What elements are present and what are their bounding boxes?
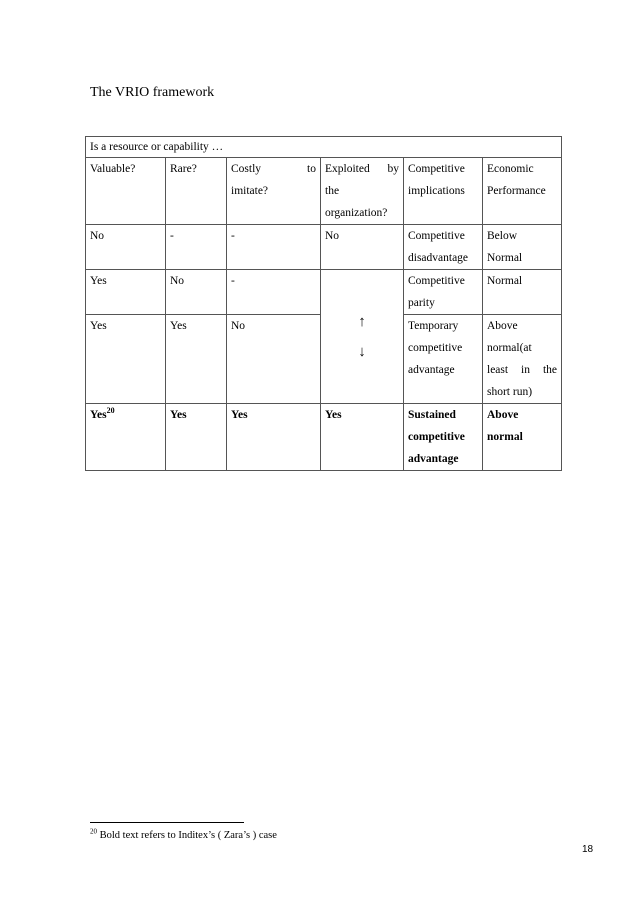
table-row [86,225,562,270]
cell-implications-line2: competitive [408,431,465,443]
cell-implications-line1: Temporary [408,320,459,332]
arrow-down-icon: ↓ [358,343,366,360]
cell-rare: No [166,270,227,315]
cell-costly: - [227,225,321,270]
cell-exploited: No [321,225,404,270]
cell-valuable-text: Yes [90,409,107,421]
cell-implications-line2: parity [408,297,435,309]
cell-performance: Normal [483,270,562,315]
cell-implications-line3: advantage [408,453,459,465]
cell-implications [404,225,483,270]
header-costly-word: Costly [231,163,262,175]
cell-implications [404,270,483,315]
cell-performance [483,225,562,270]
header-costly-to: to [307,163,316,175]
cell-valuable: Yes [86,270,166,315]
header-exploited [321,158,404,225]
table-row [86,270,562,315]
table-caption-row [86,137,562,158]
cell-valuable: No [86,225,166,270]
header-exploited-line1: Exploited by [325,163,399,175]
cell-rare: Yes [166,404,227,471]
cell-implications-line2: competitive [408,342,463,354]
arrow-up-icon: ↑ [358,313,366,330]
cell-performance [483,315,562,404]
cell-costly: No [227,315,321,404]
header-exploited-line2: the [325,185,340,197]
cell-implications-line3: advantage [408,364,455,376]
cell-performance-line1: Above [487,320,518,332]
page-number: 18 [582,844,594,855]
header-performance [483,158,562,225]
header-implications [404,158,483,225]
cell-performance-line2: normal [487,431,523,443]
header-performance-line2: Performance [487,185,546,197]
cell-performance-line1: Below [487,230,518,242]
cell-costly: - [227,270,321,315]
cell-exploited-arrows [321,270,404,404]
header-valuable: Valuable? [86,158,166,225]
vrio-table [85,136,562,471]
header-implications-line2: implications [408,185,465,197]
cell-implications-line1: Competitive [408,230,465,242]
header-costly [227,158,321,225]
cell-performance-line2: Normal [487,252,523,264]
header-performance-line1: Economic [487,163,534,175]
cell-implications-line1: Sustained [408,409,456,421]
table-caption: Is a resource or capability … [86,137,562,158]
cell-performance-line3: least in the [487,364,558,376]
footnote-separator [90,822,244,823]
footnote-number: 20 [90,827,97,836]
footnote-ref: 20 [106,406,115,416]
cell-implications-line2: disadvantage [408,252,469,264]
cell-rare: - [166,225,227,270]
cell-implications [404,315,483,404]
cell-implications-line1: Competitive [408,275,465,287]
header-implications-line1: Competitive [408,163,465,175]
cell-performance-line1: Above [487,409,519,421]
table-row [86,404,562,471]
cell-performance-line2: normal(at [487,342,532,354]
header-rare: Rare? [166,158,227,225]
footnote [90,829,277,843]
cell-valuable: Yes [86,315,166,404]
page-title: The VRIO framework [90,85,215,100]
cell-valuable [86,404,166,471]
cell-rare: Yes [166,315,227,404]
cell-implications [404,404,483,471]
cell-costly: Yes [227,404,321,471]
header-exploited-line3: organization? [325,207,388,219]
header-costly-imitate: imitate? [231,185,269,197]
cell-performance-line4: short run) [487,386,533,398]
cell-exploited: Yes [321,404,404,471]
footnote-text: Bold text refers to Inditex’s ( Zara’s ) case [99,830,277,841]
cell-performance [483,404,562,471]
table-header-row [86,158,562,225]
